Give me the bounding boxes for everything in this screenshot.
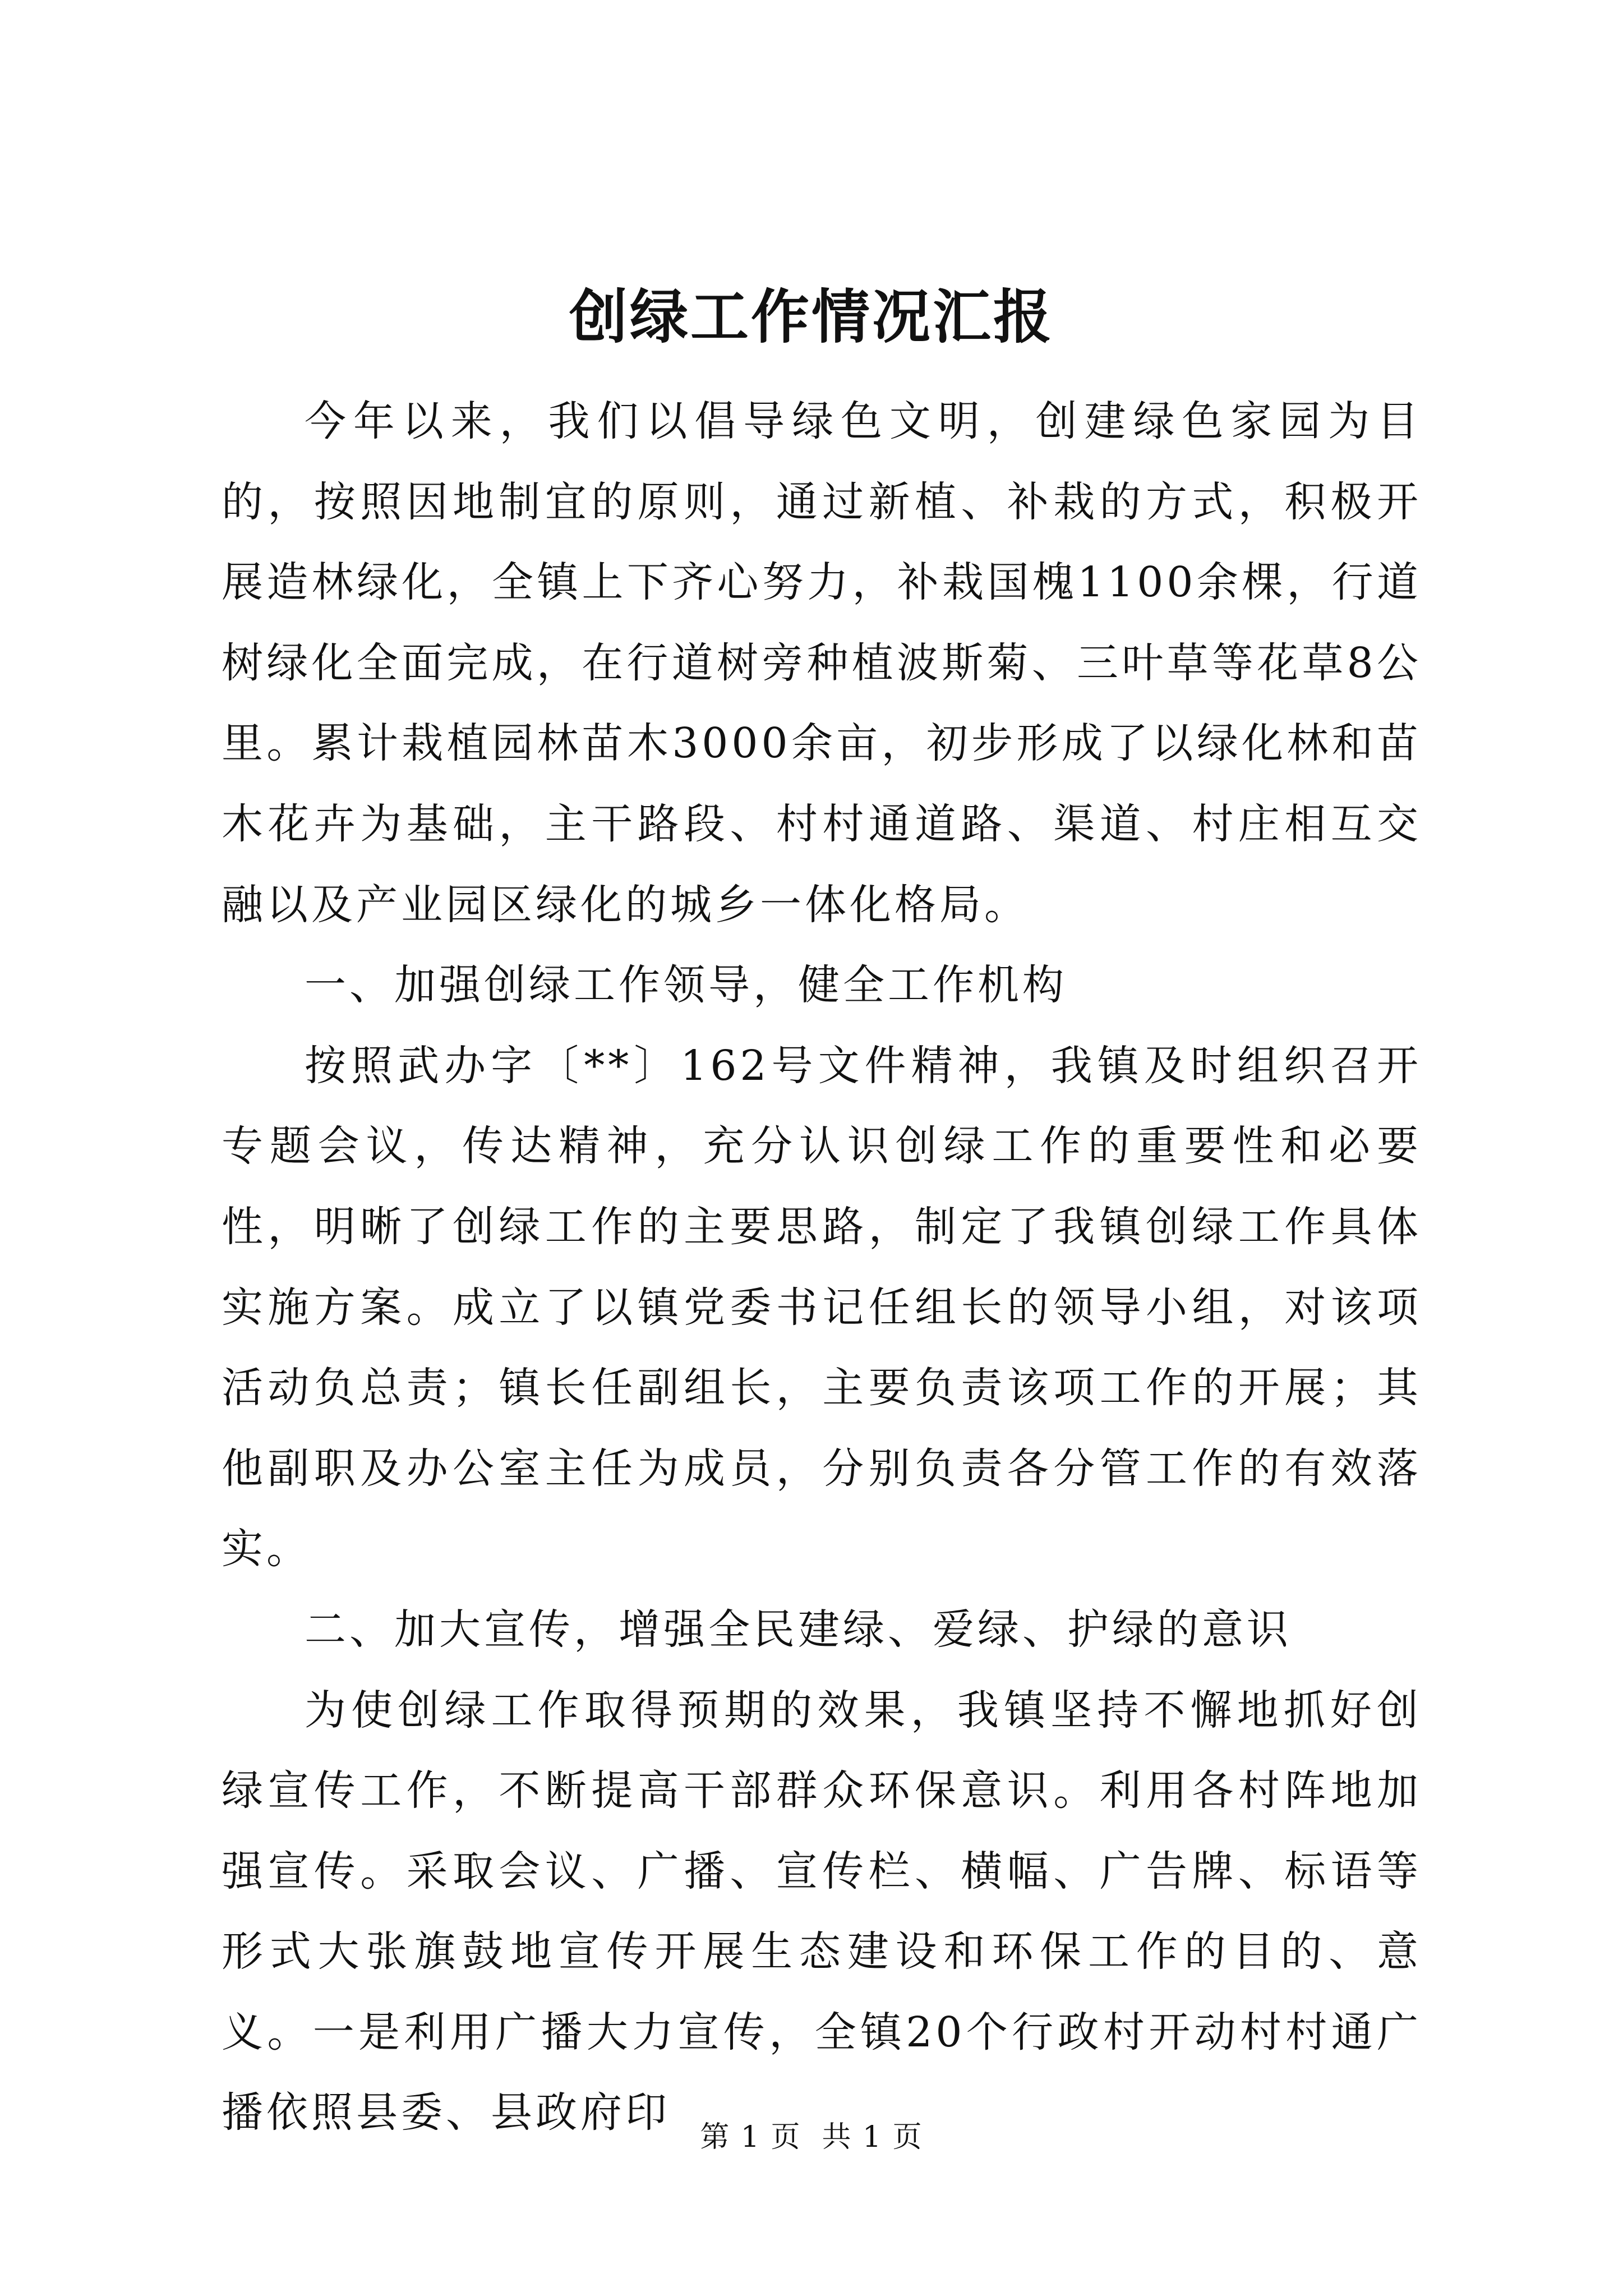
- page-footer: [0, 2118, 1623, 2157]
- section-heading-2: 二、加大宣传，增强全民建绿、爱绿、护绿的意识: [305, 1605, 1292, 1654]
- section-paragraph-2: 为使创绿工作取得预期的效果，我镇坚持不懈地抓好创绿宣传工作，不断提高干部群众环保意识。利用各村阵地加强宣传。采取会议、广播、宣传栏、横幅、广告牌、标语等形式大张旗鼓地宣传开展生态建设和环保工作的目的、意义。一是利用广播大力宣传，全镇20个行政村开动村村通广播依照县委、县政府印: [222, 1686, 1422, 2137]
- intro-paragraph: 今年以来，我们以倡导绿色文明，创建绿色家园为目的，按照因地制宜的原则，通过新植、补栽的方式，积极开展造林绿化，全镇上下齐心努力，补栽国槐1100余棵，行道树绿化全面完成，在行道树旁种植波斯菊、三叶草等花草8公里。累计栽植园林苗木3000余亩，初步形成了以绿化林和苗木花卉为基础，主干路段、村村通道路、渠道、村庄相互交融以及产业园区绿化的城乡一体化格局。: [222, 397, 1422, 929]
- document-body: [222, 381, 1422, 2154]
- section-heading-1: 一、加强创绿工作领导，健全工作机构: [305, 961, 1067, 1010]
- section-paragraph-1: 按照武办字〔**〕162号文件精神，我镇及时组织召开专题会议，传达精神，充分认识创绿工作的重要性和必要性，明晰了创绿工作的主要思路，制定了我镇创绿工作具体实施方案。成立了以镇党委书记任组长的领导小组，对该项活动负总责；镇长任副组长，主要负责该项工作的开展；其他副职及办公室主任为成员，分别负责各分管工作的有效落实。: [222, 1041, 1422, 1573]
- document-title: 创绿工作情况汇报: [569, 282, 1054, 351]
- page-number-label: 第 1 页 共 1 页: [700, 2120, 923, 2154]
